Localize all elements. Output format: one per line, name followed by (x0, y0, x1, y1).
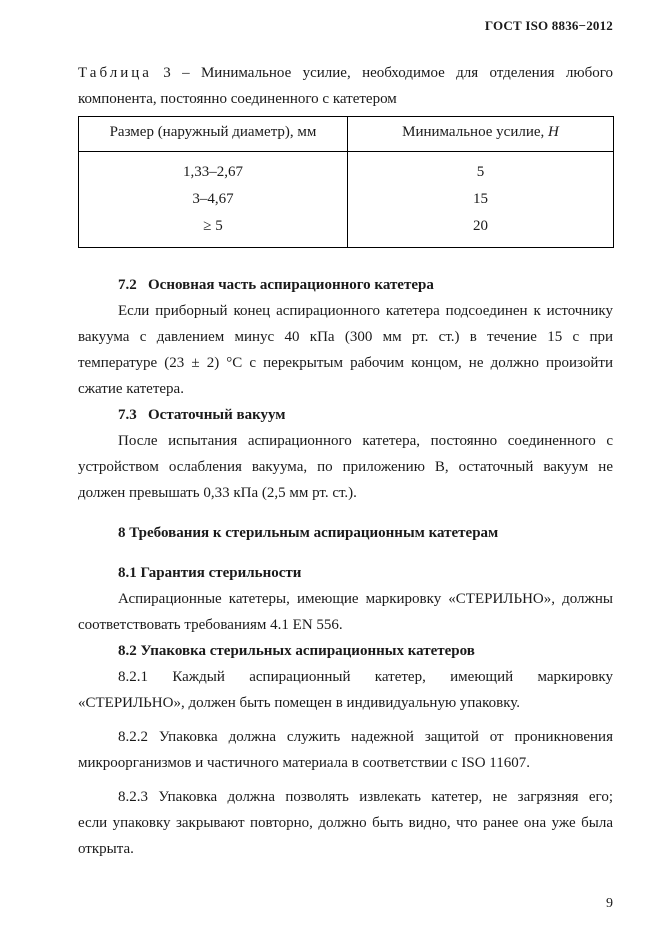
table-cell-force: 5 (348, 152, 614, 186)
table-row (79, 152, 614, 186)
section-8-heading: 8 Требования к стерильным аспирационным катетерам (118, 525, 499, 541)
section-8-2-3-line3: открыта. (78, 841, 134, 857)
section-7-3-line3: должен превышать 0,33 кПа (2,5 мм рт. ст.). (78, 485, 357, 501)
force-table (78, 116, 614, 248)
table-caption-line1 (78, 60, 613, 86)
table-caption-line2: компонента, постоянно соединенного с катетером (78, 91, 397, 107)
table-header-force (348, 117, 614, 152)
table-cell-size: 3–4,67 (79, 185, 348, 212)
section-7-2-heading: 7.2 Основная часть аспирационного катетера (118, 277, 434, 293)
section-8-2-heading: 8.2 Упаковка стерильных аспирационных катетеров (118, 643, 475, 659)
table-caption-text: – Минимальное усилие, необходимое для отделения любого (182, 65, 614, 81)
table-header-size: Размер (наружный диаметр), мм (79, 117, 348, 152)
table-header-row (79, 117, 614, 152)
table-cell-force: 15 (348, 185, 614, 212)
table-cell-force: 20 (348, 212, 614, 248)
section-8-2-3-line2: если упаковку закрывают повторно, должно быть видно, что ранее она уже была (78, 815, 613, 831)
section-8-2-1-line1: 8.2.1 Каждый аспирационный катетер, имеющий маркировку (118, 669, 613, 685)
section-8-2-1-line2: «СТЕРИЛЬНО», должен быть помещен в индивидуальную упаковку. (78, 695, 521, 711)
table-cell-size: 1,33–2,67 (79, 152, 348, 186)
table-row (79, 185, 614, 212)
table-row (79, 212, 614, 248)
table-cell-size: ≥ 5 (79, 212, 348, 248)
section-7-2-line3: температуре (23 ± 2) °С с перекрытым рабочим концом, не должно произойти (78, 355, 613, 371)
section-8-1-heading: 8.1 Гарантия стерильности (118, 565, 302, 581)
section-7-2-line1: Если приборный конец аспирационного катетера подсоединен к источнику (118, 303, 613, 319)
table-number: 3 (163, 65, 171, 81)
section-7-3-line1: После испытания аспирационного катетера, постоянно соединенного с (118, 433, 613, 449)
section-8-2-2-line1: 8.2.2 Упаковка должна служить надежной защитой от проникновения (118, 729, 613, 745)
table-caption (78, 60, 613, 112)
section-7-2-line4: сжатие катетера. (78, 381, 184, 397)
document-code: ГОСТ ISO 8836−2012 (484, 18, 613, 33)
section-8-1-line1: Аспирационные катетеры, имеющие маркировку «СТЕРИЛЬНО», должны (118, 591, 613, 607)
section-8-2-3-line1: 8.2.3 Упаковка должна позволять извлекать катетер, не загрязняя его; (118, 789, 613, 805)
section-8-1-line2: соответствовать требованиям 4.1 EN 556. (78, 617, 343, 633)
section-7-3-line2: устройством ослабления вакуума, по приложению В, остаточный вакуум не (78, 459, 613, 475)
table-header-force-text: Минимальное усилие, (402, 124, 549, 140)
section-8-2-2-line2: микроорганизмов и частичного материала в соответствии с ISO 11607. (78, 755, 530, 771)
table-header-force-unit: Н (548, 124, 559, 140)
section-7-3-heading: 7.3 Остаточный вакуум (118, 407, 286, 423)
section-7-2-line2: вакуума с давлением минус 40 кПа (300 мм рт. ст.) в течение 15 с при (78, 329, 613, 345)
page-number: 9 (606, 896, 613, 911)
table-label: Таблица (78, 65, 152, 81)
page-content (78, 60, 613, 862)
